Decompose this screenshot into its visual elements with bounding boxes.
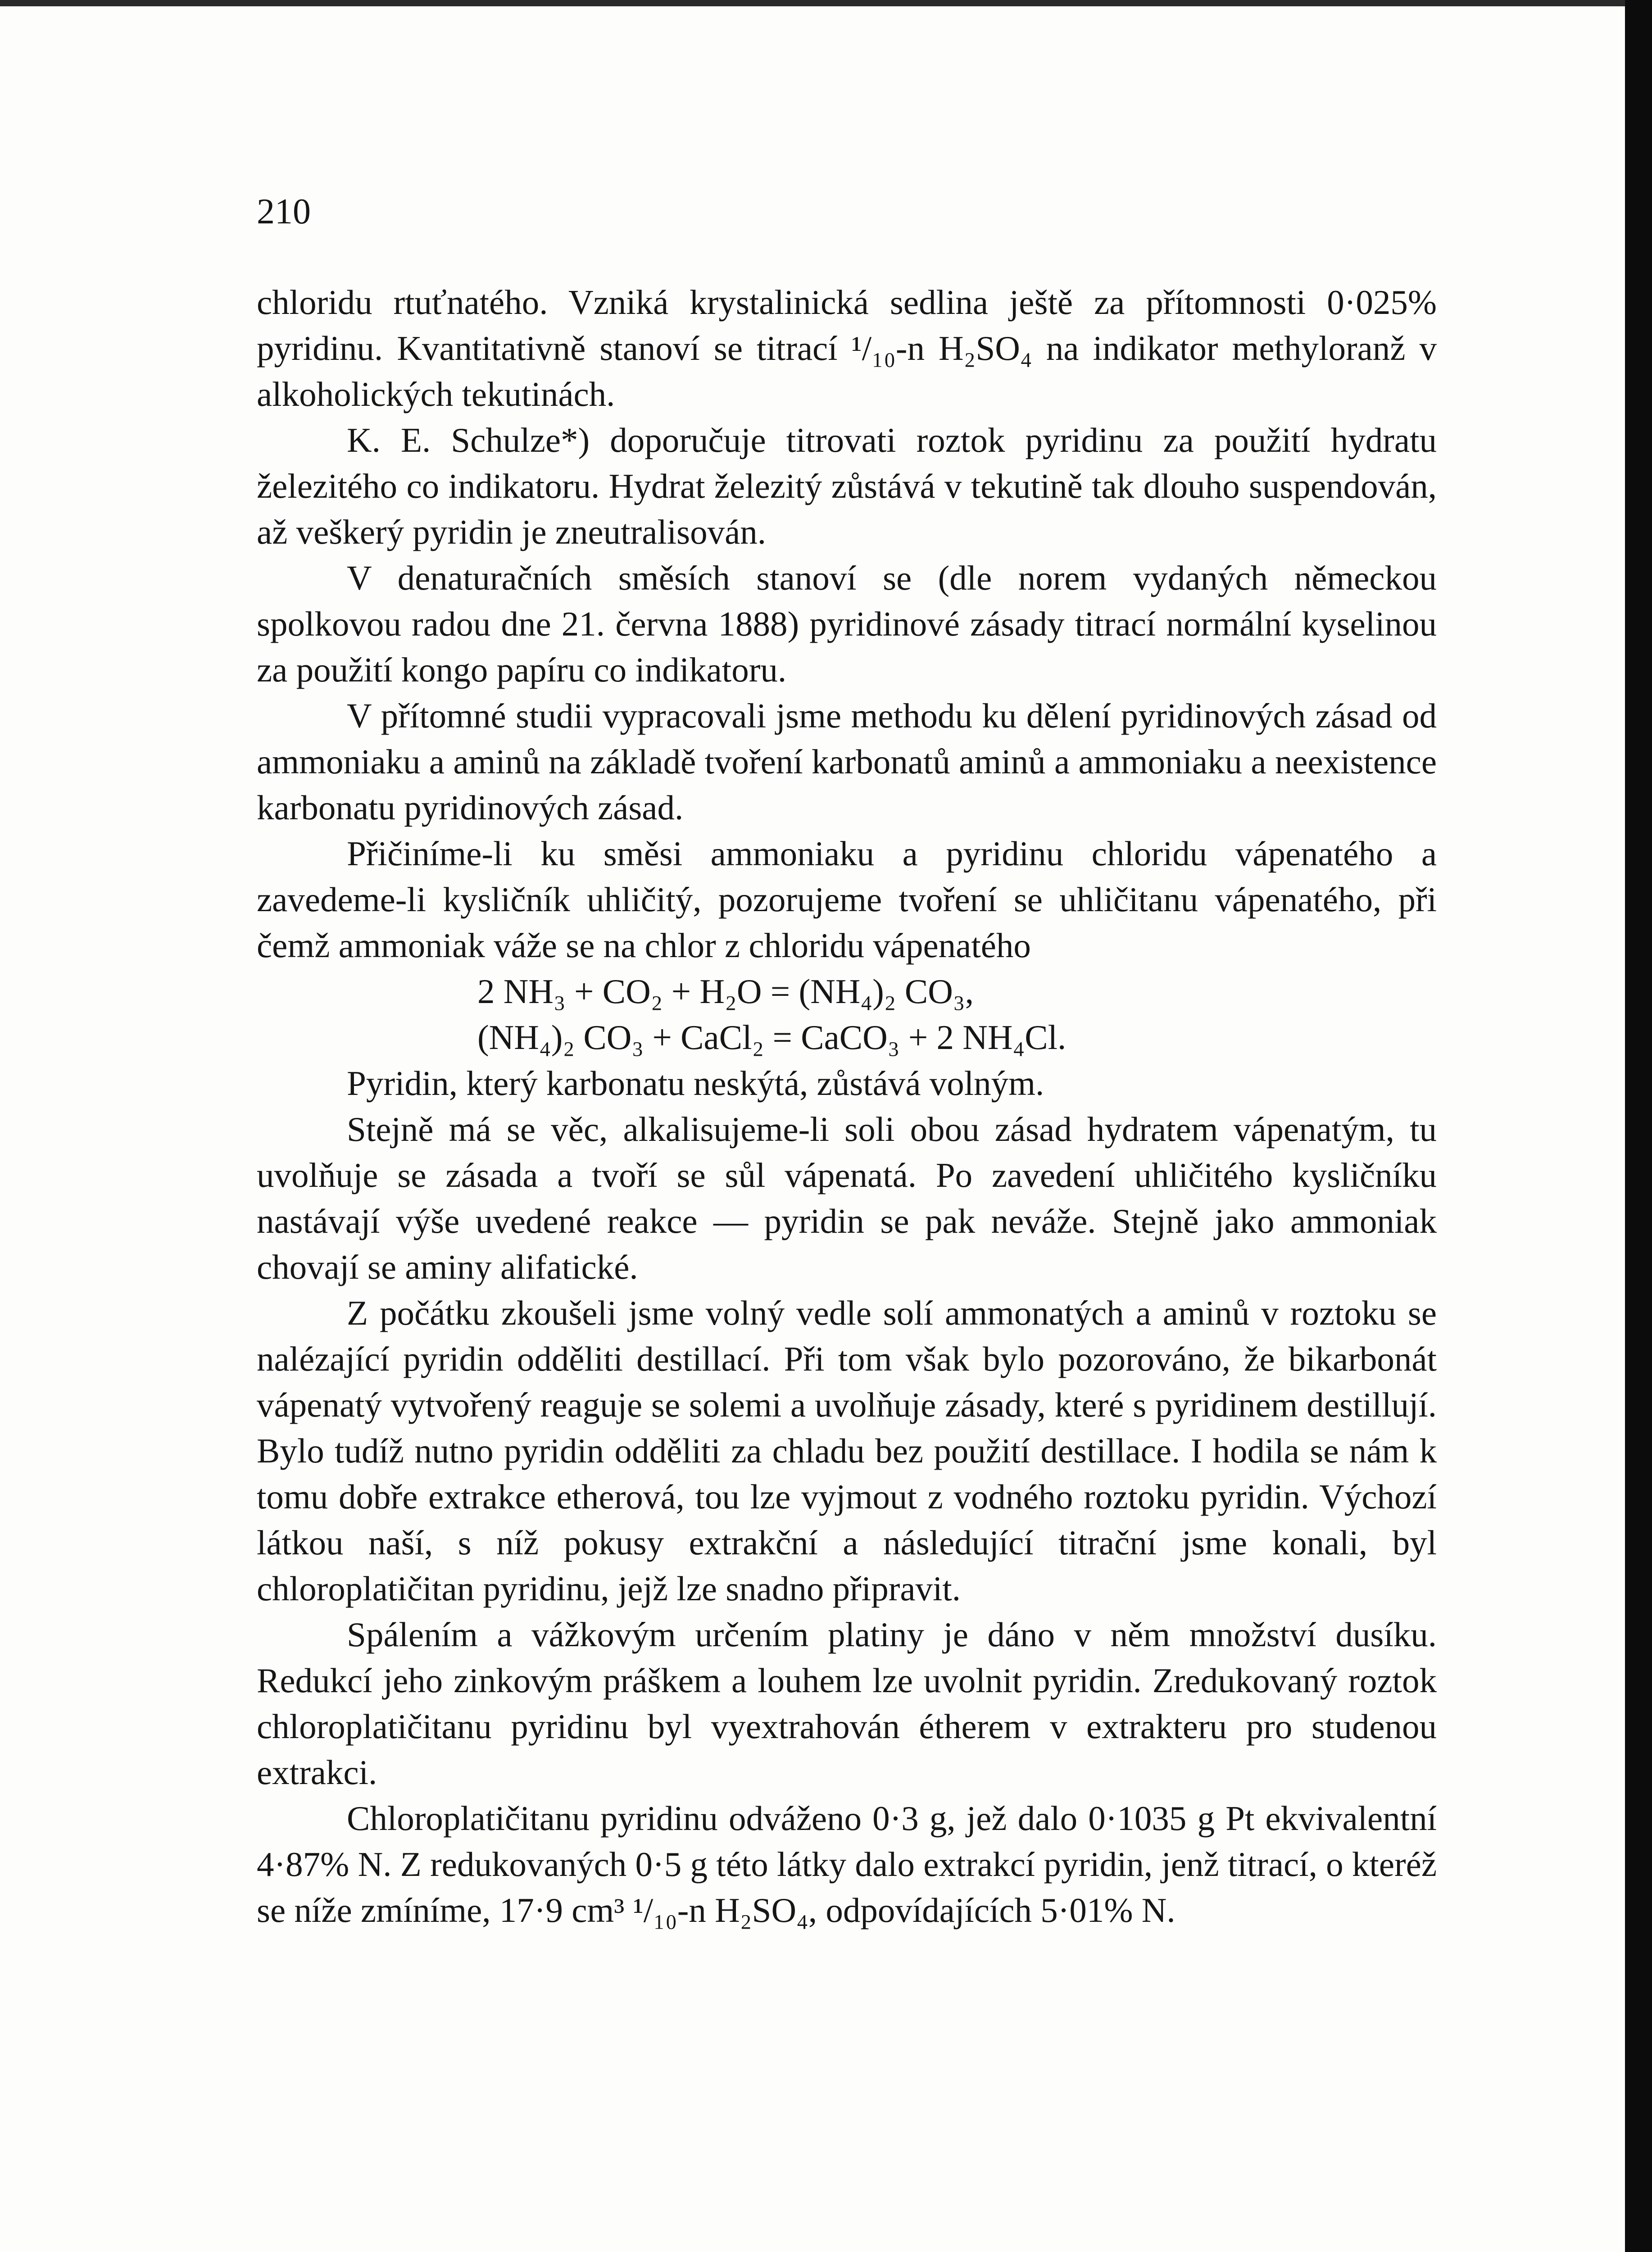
paragraph-3: V denaturačních směsích stanoví se (dle norem vydaných německou spolkovou radou dne 21. června 1888) pyridinové zásady titrací normální kyselinou za použití kongo papíru co indikatoru. [257,558,1437,689]
paragraph-4: V přítomné studii vypracovali jsme methodu ku dělení pyridinových zásad od ammoniaku a aminů na základě tvoření karbonatů aminů a ammoniaku a neexistence karbonatu pyridinových zásad. [257,696,1437,827]
equation-1: 2 NH₃ + CO₂ + H₂O = (NH₄)₂ CO₃, [477,972,974,1011]
paragraph-7: Stejně má se věc, alkalisujeme-li soli obou zásad hydratem vápenatým, tu uvolňuje se zásada a tvoří se sůl vápenatá. Po zavedení uhličitého kysličníku nastávají výše uvedené reakce — pyridin se pak neváže. Stejně jako ammoniak chovají se aminy alifatické. [257,1110,1437,1286]
page-number: 210 [257,192,311,232]
paragraph-9: Spálením a vážkovým určením platiny je dáno v něm množství dusíku. Redukcí jeho zinkovým práškem a louhem lze uvolnit pyridin. Zredukovaný roztok chloroplatičitanu pyridinu byl vyextrahován étherem v extrakteru pro studenou extrakci. [257,1615,1437,1792]
equation-2: (NH₄)₂ CO₃ + CaCl₂ = CaCO₃ + 2 NH₄Cl. [477,1018,1067,1057]
paragraph-5: Přičiníme-li ku směsi ammoniaku a pyridinu chloridu vápenatého a zavedeme-li kysličník uhličitý, pozorujeme tvoření se uhličitanu vápenatého, při čemž ammoniak váže se na chlor z chloridu vápenatého [257,834,1437,965]
body-text [257,279,1437,1933]
paragraph-8: Z počátku zkoušeli jsme volný vedle solí ammonatých a aminů v roztoku se nalézající pyridin odděliti destillací. Při tom však bylo pozorováno, že bikarbonát vápenatý vytvořený reaguje se solemi a uvolňuje zásady, které s pyridinem destillují. Bylo tudíž nutno pyridin odděliti za chladu bez použití destillace. I hodila se nám k tomu dobře extrakce etherová, tou lze vyjmout z vodného roztoku pyridin. Výchozí látkou naší, s níž pokusy extrakční a následující titrační jsme konali, byl chloroplatičitan pyridinu, jejž lze snadno připravit. [257,1294,1437,1608]
paragraph-10: Chloroplatičitanu pyridinu odváženo 0·3 g, jež dalo 0·1035 g Pt ekvivalentní 4·87% N. Z redukovaných 0·5 g této látky dalo extrakcí pyridin, jenž titrací, o kteréž se níže zmíníme, 17·9 cm³ ¹/₁₀-n H₂SO₄, odpovídajících 5·01% N. [257,1799,1437,1930]
paragraph-2: K. E. Schulze*) doporučuje titrovati roztok pyridinu za použití hydratu železitého co indikatoru. Hydrat železitý zůstává v tekutině tak dlouho suspendován, až veškerý pyridin je zneutralisován. [257,421,1437,551]
scan-top-edge [0,0,1652,6]
document-page [257,189,1437,2252]
paragraph-1: chloridu rtuťnatého. Vzniká krystalinická sedlina ještě za přítomnosti 0·025% pyridinu. Kvantitativně stanoví se titrací ¹/₁₀-n H₂SO₄ na indikator methyloranž v alkoholických tekutinách. [257,283,1437,413]
chemical-equations [257,968,1437,1060]
scan-right-edge [1625,0,1652,2252]
paragraph-6: Pyridin, který karbonatu neskýtá, zůstává volným. [347,1064,1044,1103]
